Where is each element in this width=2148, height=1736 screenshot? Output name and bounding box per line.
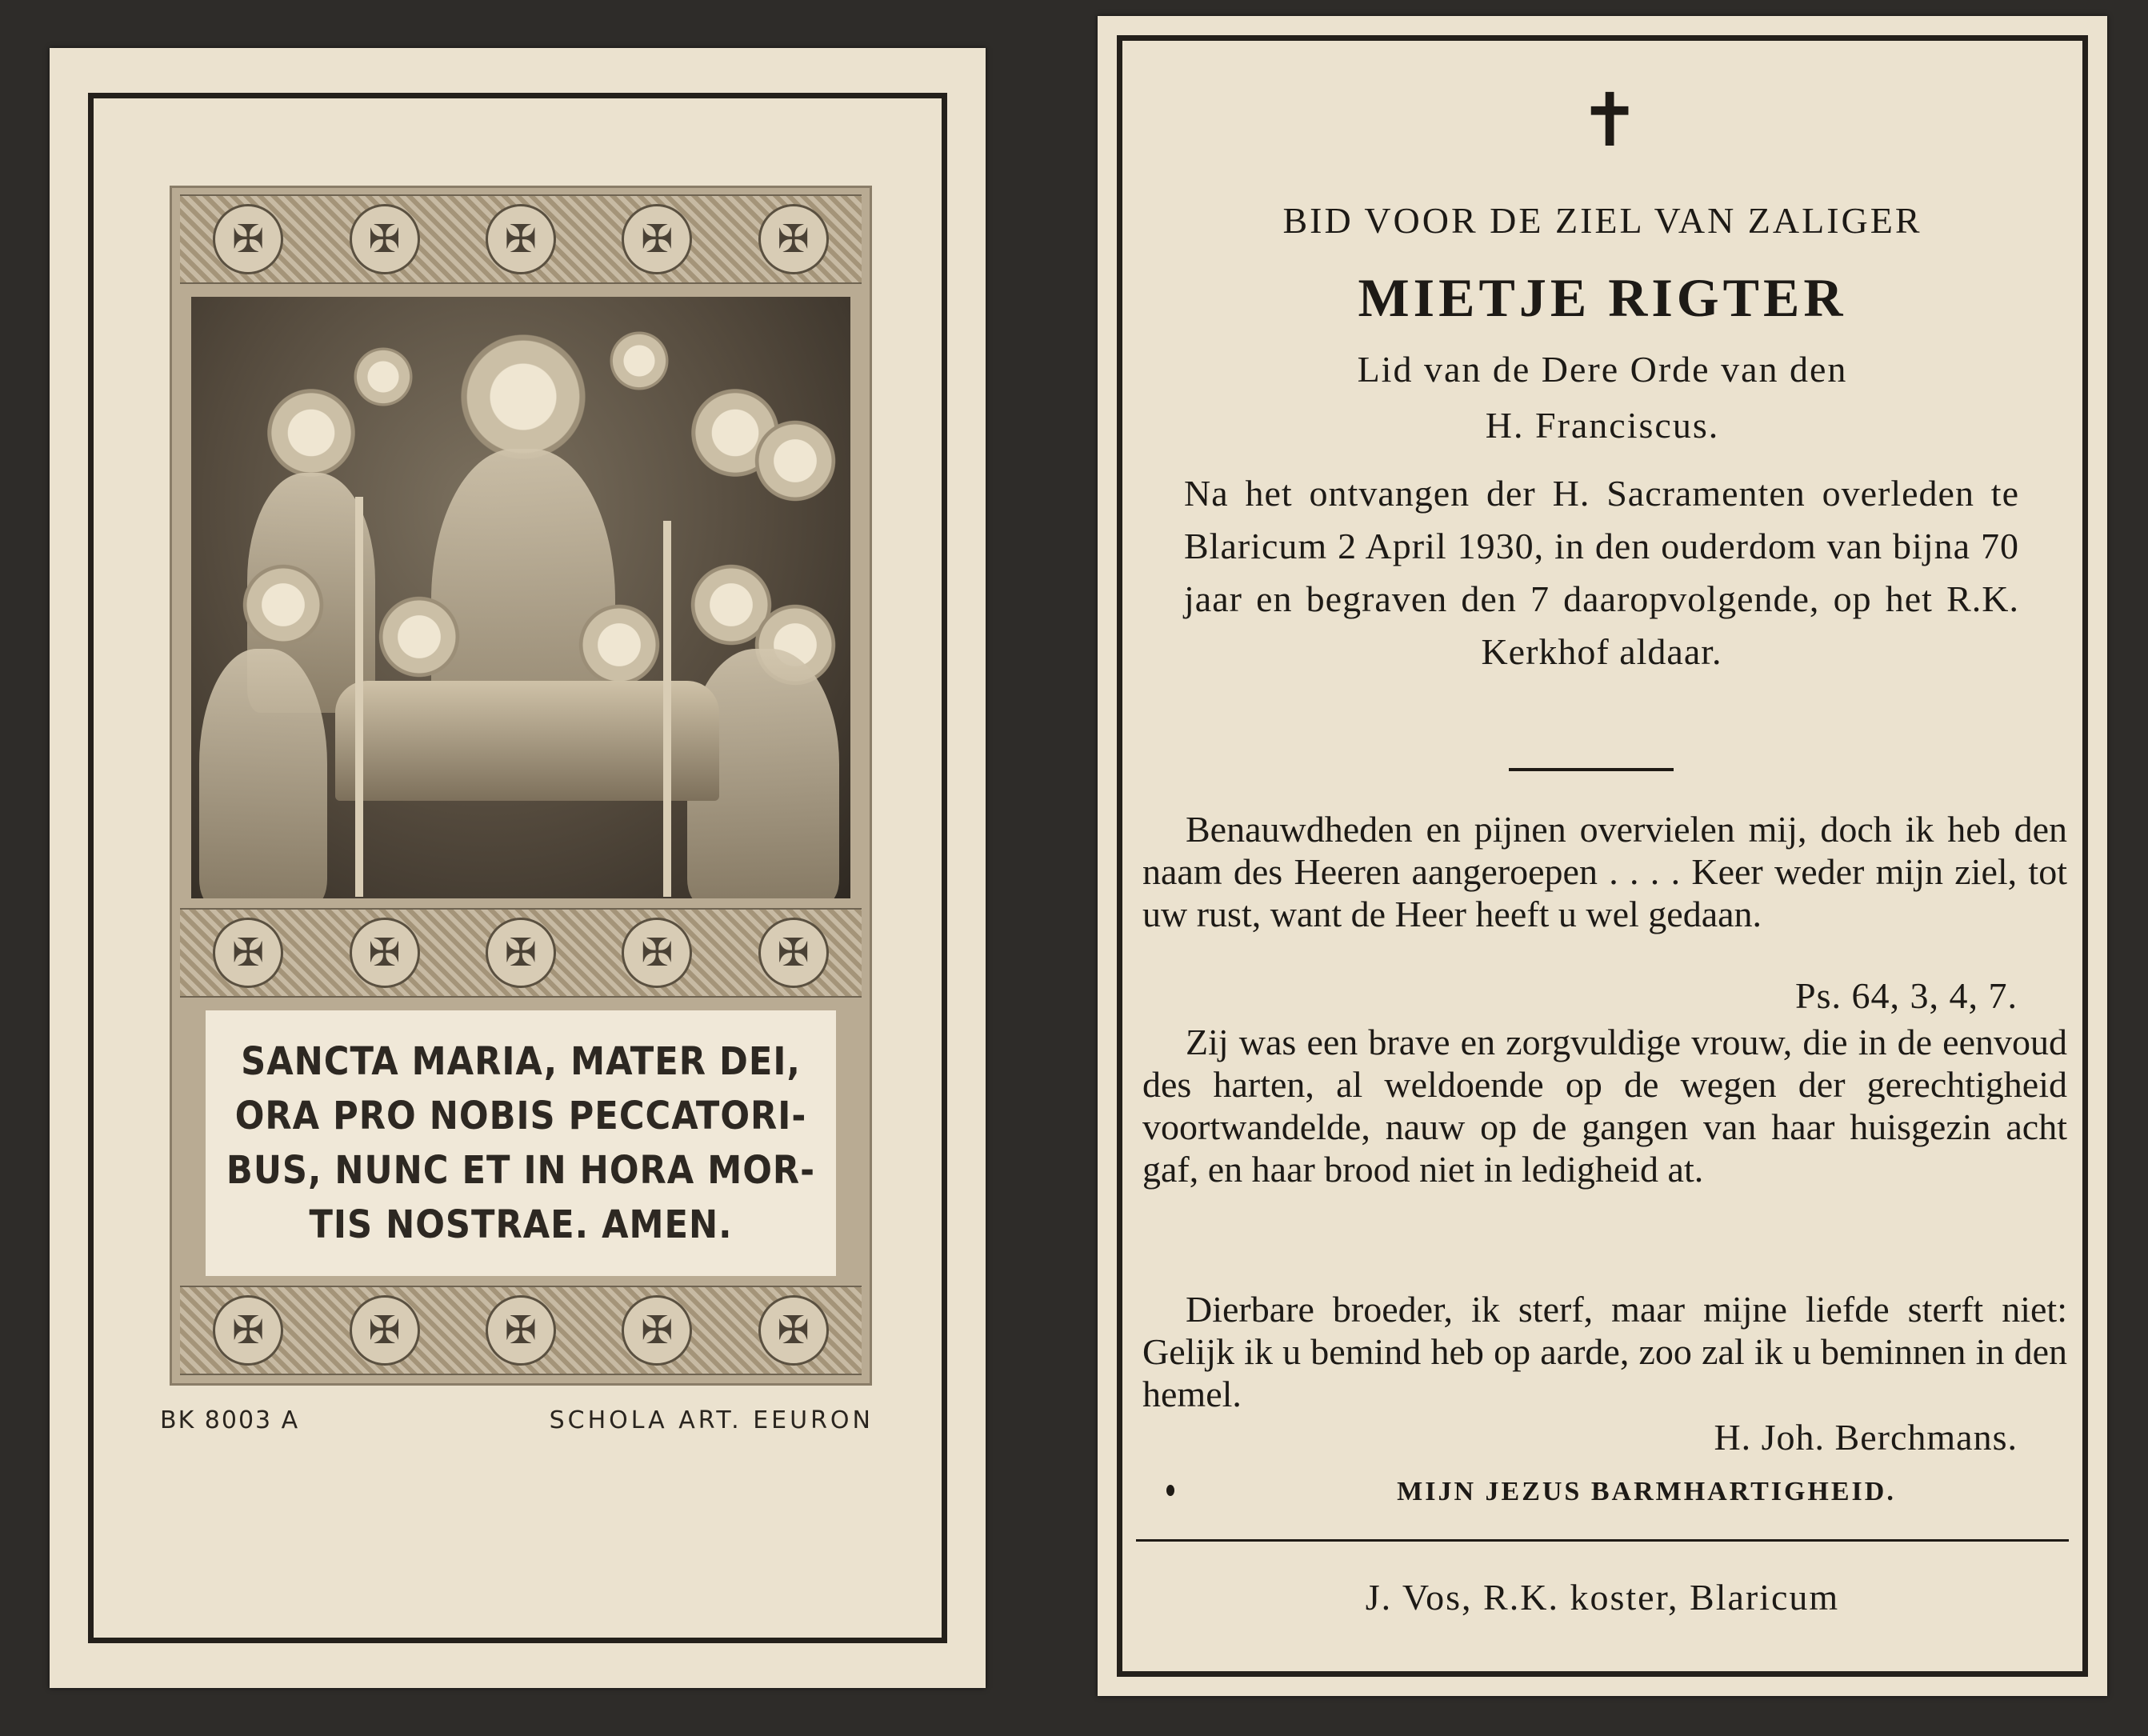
quatrefoil-cross-icon: ✠ [622,918,692,988]
berchmans-quote: Dierbare broeder, ik sterf, maar mijne liefde sterft niet: Gelijk ik u bemind heb op aarde, zoo zal ik u beminnen in den hemel. [1142,1289,2067,1414]
quatrefoil-cross-icon: ✠ [758,204,829,274]
saint-halo [239,561,327,649]
psalm-citation: Ps. 64, 3, 4, 7. [1795,975,2018,1016]
christ-halo [455,329,591,465]
dormition-scene-image [191,297,850,898]
quatrefoil-cross-icon: ✠ [213,1295,283,1366]
membership-line-2: H. Franciscus. [1485,405,1720,446]
saint-halo [575,601,663,689]
publisher-code: BK 8003 A [160,1406,300,1434]
candle [663,521,671,897]
divider-long [1136,1539,2069,1542]
tribute-text: Zij was een brave en zorgvuldige vrouw, die in de eenvoud des harten, al weldoende op de wegen der gerechtigheid voortwandelde, nauw op de gangen van haar huisgezin acht gaf, en haar brood niet in ledigheid at. [1142,1022,2067,1190]
quatrefoil-cross-icon: ✠ [350,1295,420,1366]
quatrefoil-cross-icon: ✠ [486,1295,556,1366]
berchmans-citation: H. Joh. Berchmans. [1714,1417,2018,1458]
prayer-text: SANCTA MARIA, MATER DEI, ORA PRO NOBIS PECCATORI- BUS, NUNC ET IN HORA MOR- TIS NOSTRAE. AMEN. [226,1039,816,1247]
quatrefoil-cross-icon: ✠ [758,918,829,988]
saint-halo [375,593,463,681]
quatrefoil-cross-icon: ✠ [213,918,283,988]
prayer-panel [206,1010,836,1276]
heading: BID VOOR DE ZIEL VAN ZALIGER [1282,200,1922,241]
candle [355,497,363,897]
quatrefoil-cross-icon: ✠ [758,1295,829,1366]
publisher-name: SCHOLA ART. EEURON [549,1406,874,1434]
quatrefoil-cross-icon: ✠ [350,918,420,988]
saint-halo [751,417,839,505]
quatrefoil-cross-icon: ✠ [486,204,556,274]
motto: MIJN JEZUS BARMHARTIGHEID. [1397,1477,1896,1506]
printer-line: J. Vos, R.K. koster, Blaricum [1365,1577,1840,1618]
angel-halo [351,345,415,409]
holy-card-front [50,48,986,1688]
quatrefoil-cross-icon: ✠ [622,1295,692,1366]
ornament-band-middle [180,908,862,998]
cross-icon: ✝ [1578,78,1641,163]
ornament-band-bottom [180,1286,862,1375]
quatrefoil-cross-icon: ✠ [622,204,692,274]
kneeling-figure [199,649,327,898]
death-notice: Na het ontvangen der H. Sacramenten overleden te Blaricum 2 April 1930, in den ouderdom van bijna 70 jaar en begraven den 7 daaropvolgende, op het R.K. Kerkhof aldaar. [1184,473,2019,672]
angel-halo [607,329,671,393]
membership-line-1: Lid van de Dere Orde van den [1357,349,1848,390]
quatrefoil-cross-icon: ✠ [486,918,556,988]
deceased-name: MIETJE RIGTER [1358,267,1847,328]
quatrefoil-cross-icon: ✠ [213,204,283,274]
ornament-band-top [180,194,862,284]
divider-short [1509,768,1674,771]
funeral-bier [335,681,719,801]
quatrefoil-cross-icon: ✠ [350,204,420,274]
holy-picture [170,186,872,1386]
saint-halo [263,385,359,481]
memorial-card-text [1098,16,2107,1696]
psalm-quote: Benauwdheden en pijnen overvielen mij, doch ik heb den naam des Heeren aangeroepen . . . . Keer weder mijn ziel, tot uw rust, want de Heer heeft u wel gedaan. [1142,809,2067,934]
